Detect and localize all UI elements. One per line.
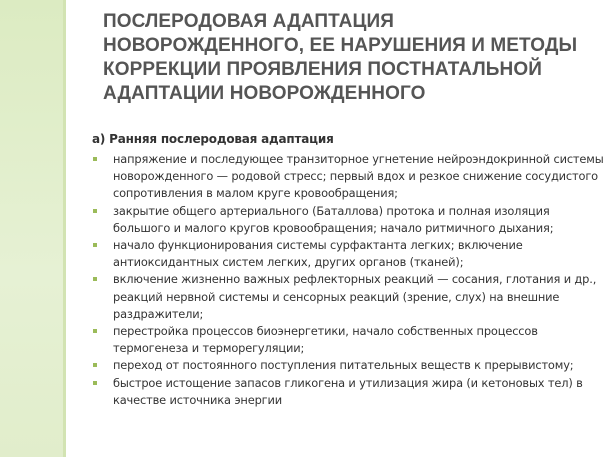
square-bullet-icon (93, 243, 97, 247)
section-subheading: а) Ранняя послеродовая адаптация (92, 132, 334, 146)
list-item-text: закрытие общего артериального (Баталлова) протока и полная изоляция большого и малого кругов кровообращения; начало ритмичного дыхания; (113, 203, 554, 235)
list-item-text: перестройка процессов биоэнергетики, начало собственных процессов термогенеза и терморегуляции; (113, 324, 538, 356)
square-bullet-icon (93, 209, 97, 213)
list-item (92, 323, 604, 357)
list-item-text: напряжение и последующее транзиторное угнетение нейроэндокринной системы новорожденного — родовой стресс; первый вдох и резкое снижение сосудистого сопротивления в малом круге кровообращения; (113, 152, 604, 201)
list-item (92, 271, 604, 323)
list-item-text: быстрое истощение запасов гликогена и утилизация жира (и кетоновых тел) в качестве источника энергии (113, 375, 583, 407)
list-item-text: переход от постоянного поступления питательных веществ к прерывистому; (113, 358, 574, 373)
list-item-text: включение жизненно важных рефлекторных реакций — сосания, глотания и др., реакций нервной системы и сенсорных реакций (зрение, слух) на внешние раздражители; (113, 272, 597, 321)
side-accent-edge (63, 0, 66, 457)
side-accent-band (0, 0, 66, 457)
list-item (92, 357, 604, 374)
square-bullet-icon (93, 157, 97, 161)
square-bullet-icon (93, 363, 97, 367)
list-item-text: начало функционирования системы сурфактанта легких; включение антиоксидантных систем легких, других органов (тканей); (113, 238, 523, 270)
list-item (92, 203, 604, 237)
slide-content (92, 131, 604, 409)
square-bullet-icon (93, 381, 97, 385)
slide-title: ПОСЛЕРОДОВАЯ АДАПТАЦИЯ НОВОРОЖДЕННОГО, ЕЕ НАРУШЕНИЯ И МЕТОДЫ КОРРЕКЦИИ ПРОЯВЛЕНИЯ ПОСТНАТАЛЬНОЙ АДАПТАЦИИ НОВОРОЖДЕННОГО (103, 11, 578, 104)
square-bullet-icon (93, 277, 97, 281)
square-bullet-icon (93, 329, 97, 333)
list-item (92, 375, 604, 409)
list-item (92, 151, 604, 203)
adaptation-list (92, 151, 604, 409)
list-item (92, 237, 604, 271)
